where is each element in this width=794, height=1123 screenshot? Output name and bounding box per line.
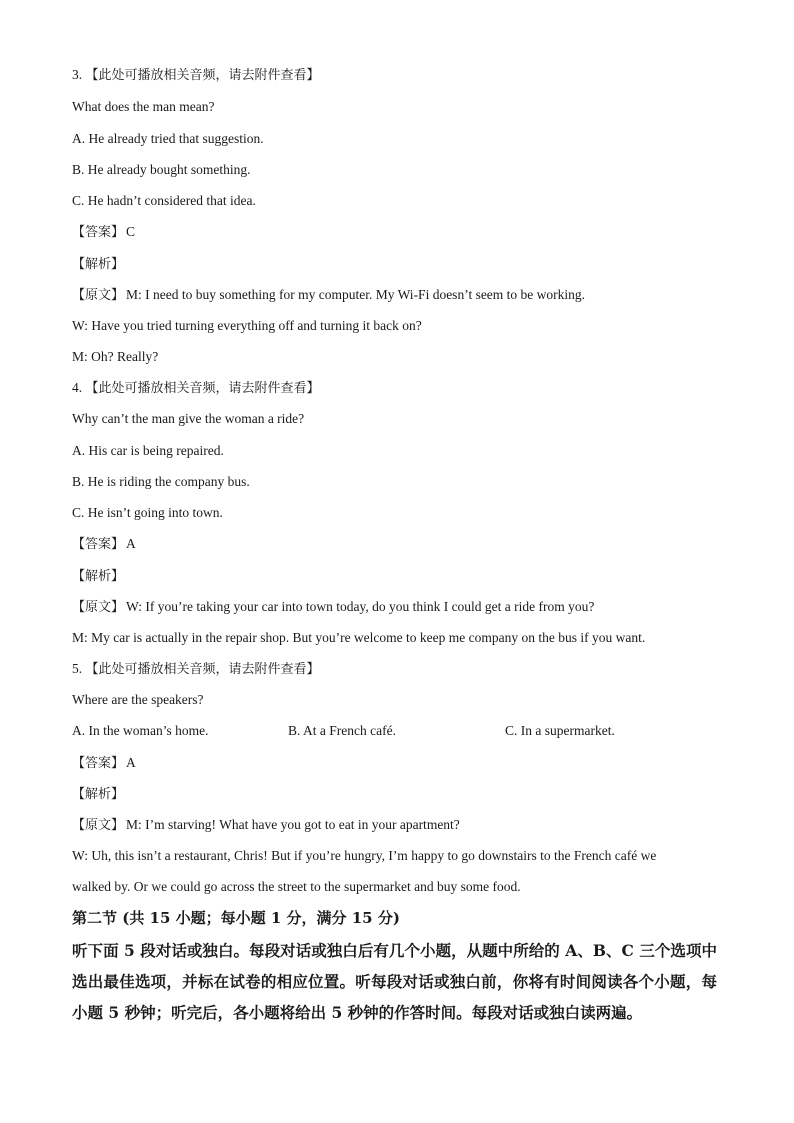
q4-option-a: A. His car is being repaired. [72, 443, 224, 458]
analysis-tag: 【解析】 [72, 257, 125, 272]
q3-option-c: C. He hadn’t considered that idea. [72, 193, 256, 208]
q5-transcript-line [72, 816, 460, 835]
question-5-header [72, 660, 322, 679]
q3-answer [72, 223, 135, 242]
original-tag: 【原文】 [72, 288, 125, 303]
answer-value: A [126, 536, 136, 551]
transcript-text: M: I need to buy something for my computer. My Wi-Fi doesn’t seem to be working. [126, 287, 586, 302]
q3-transcript-line: M: Oh? Really? [72, 349, 159, 364]
q3-transcript-line: W: Have you tried turning everything off and turning it back on? [72, 318, 422, 333]
q3-transcript-line [72, 286, 585, 305]
question-4-text: Why can’t the man give the woman a ride? [72, 411, 305, 426]
q5-answer [72, 754, 136, 773]
transcript-text: W: If you’re taking your car into town today, do you think I could get a ride from you? [126, 599, 595, 614]
q5-transcript-line: walked by. Or we could go across the street to the supermarket and buy some food. [72, 879, 521, 894]
q3-analysis [72, 255, 126, 274]
answer-tag: 【答案】 [72, 756, 125, 771]
original-tag: 【原文】 [72, 818, 125, 833]
q3-option-b: B. He already bought something. [72, 162, 251, 177]
q4-option-b: B. He is riding the company bus. [72, 474, 250, 489]
audio-note: 【此处可播放相关音频，请去附件查看】 [85, 381, 320, 396]
section-2-heading: 第二节 (共 15 小题；每小题 1 分，满分 15 分) [72, 909, 400, 927]
audio-note: 【此处可播放相关音频，请去附件查看】 [85, 662, 320, 677]
q4-answer [72, 535, 136, 554]
answer-tag: 【答案】 [72, 537, 125, 552]
answer-value: C [126, 224, 136, 239]
q4-transcript-line: M: My car is actually in the repair shop. But you’re welcome to keep me company on the bus if you want. [72, 630, 646, 645]
question-5-text: Where are the speakers? [72, 692, 204, 707]
question-4-header [72, 379, 322, 398]
q4-transcript-line [72, 598, 594, 617]
section-2-instructions: 听下面 5 段对话或独白。每段对话或独白后有几个小题，从题中所给的 A、B、C 三个选项中选出最佳选项，并标在试卷的相应位置。听每段对话或独白前，你将有时间阅读各个小题，每小题 5 秒钟；听完后，各小题将给出 5 秒钟的作答时间。每段对话或独白读两遍。 [72, 941, 717, 1022]
analysis-tag: 【解析】 [72, 569, 125, 584]
q5-option-c: C. In a supermarket. [505, 723, 615, 738]
original-tag: 【原文】 [72, 600, 125, 615]
q5-transcript-line: W: Uh, this isn’t a restaurant, Chris! But if you’re hungry, I’m happy to go downstairs to the French café we [72, 848, 657, 863]
q4-option-c: C. He isn’t going into town. [72, 505, 223, 520]
answer-tag: 【答案】 [72, 225, 125, 240]
q5-options-row [72, 722, 722, 740]
transcript-text: M: I’m starving! What have you got to eat in your apartment? [126, 817, 460, 832]
question-3-header [72, 66, 322, 85]
q3-option-a: A. He already tried that suggestion. [72, 131, 264, 146]
question-number: 5. [72, 661, 83, 676]
q4-analysis [72, 567, 126, 586]
q5-option-b: B. At a French café. [288, 723, 396, 738]
question-number: 3. [72, 67, 83, 82]
question-number: 4. [72, 380, 83, 395]
audio-note: 【此处可播放相关音频，请去附件查看】 [85, 68, 320, 83]
analysis-tag: 【解析】 [72, 787, 125, 802]
q5-option-a: A. In the woman’s home. [72, 723, 209, 738]
q5-analysis [72, 785, 126, 804]
answer-value: A [126, 755, 136, 770]
question-3-text: What does the man mean? [72, 99, 215, 114]
